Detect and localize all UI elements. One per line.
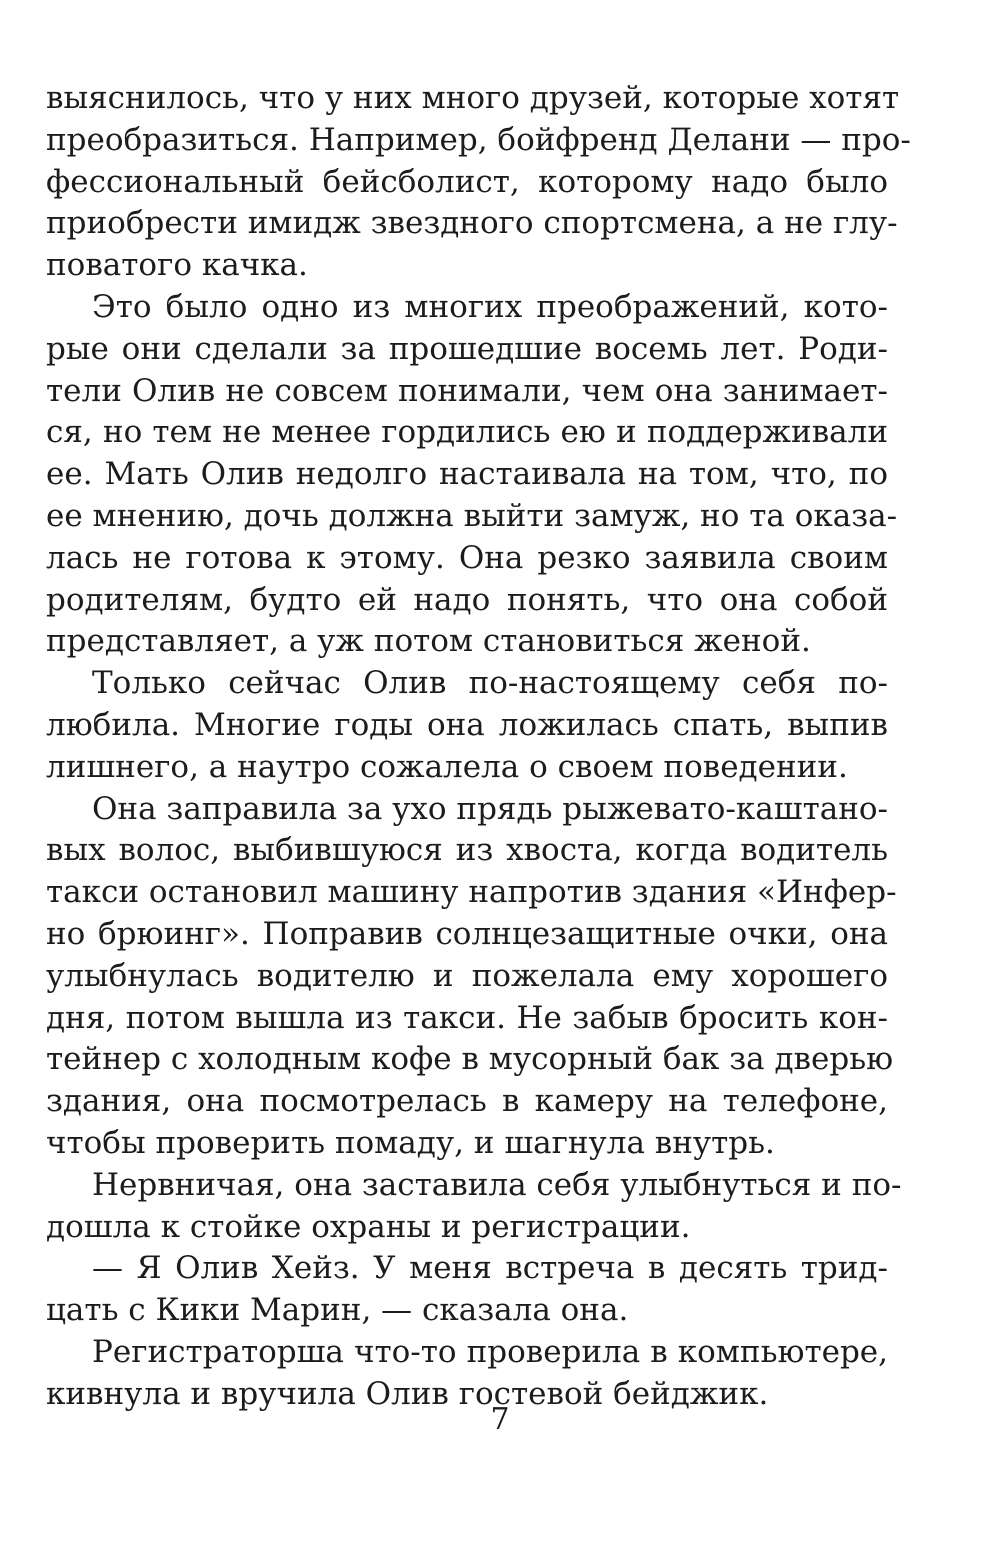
text-line: Нервничая, она заставила себя улыбнуться и по- <box>92 1166 902 1203</box>
text-line: здания, она посмотрелась в камеру на телефоне, <box>46 1083 888 1120</box>
text-line: дня, потом вышла из такси. Не забыв бросить кон- <box>46 999 888 1036</box>
text-line: кивнула и вручила Олив гостевой бейджик. <box>46 1375 769 1412</box>
text-line: такси остановил машину напротив здания «Инфер- <box>46 874 897 911</box>
text-line: — Я Олив Хейз. У меня встреча в десять трид- <box>92 1250 888 1287</box>
text-line: Регистраторша что-то проверила в компьютере, <box>92 1333 888 1370</box>
text-line: ся, но тем не менее гордились ею и поддерживали <box>46 414 888 451</box>
text-line: Это было одно из многих преображений, кото- <box>92 288 888 325</box>
text-line: рые они сделали за прошедшие восемь лет. Роди- <box>46 330 888 367</box>
paragraph <box>46 1165 902 1249</box>
paragraph <box>46 663 888 788</box>
page-number: 7 <box>490 1402 510 1437</box>
paragraph <box>46 789 897 1165</box>
paragraph <box>46 78 911 287</box>
text-line: родителям, будто ей надо понять, что она собой <box>46 581 888 618</box>
text-line: любила. Многие годы она ложилась спать, выпив <box>46 706 888 743</box>
text-line: но брюинг». Поправив солнцезащитные очки, она <box>46 915 888 952</box>
text-line: поватого качка. <box>46 247 308 284</box>
text-line: приобрести имидж звездного спортсмена, а не глу- <box>46 205 898 242</box>
text-line: Только сейчас Олив по-настоящему себя по- <box>92 665 888 702</box>
text-line: тели Олив не совсем понимали, чем она занимает- <box>46 372 888 409</box>
text-line: лишнего, а наутро сожалела о своем поведении. <box>46 748 848 785</box>
text-line: лась не готова к этому. Она резко заявила своим <box>46 539 888 576</box>
text-line: выяснилось, что у них много друзей, которые хотят <box>46 80 900 116</box>
text-line: дошла к стойке охраны и регистрации. <box>46 1208 691 1245</box>
text-line: цать с Кики Марин, — сказала она. <box>46 1292 629 1329</box>
paragraph <box>46 1248 888 1332</box>
text-line: ее. Мать Олив недолго настаивала на том, что, по <box>46 456 888 493</box>
text-line: преобразиться. Например, бойфренд Делани — про- <box>46 121 911 158</box>
paragraph <box>46 287 898 663</box>
text-line: тейнер с холодным кофе в мусорный бак за дверью <box>46 1041 894 1078</box>
page-text <box>46 78 911 1416</box>
text-line: вых волос, выбившуюся из хвоста, когда водитель <box>46 832 888 869</box>
text-line: чтобы проверить помаду, и шагнула внутрь. <box>46 1124 775 1161</box>
text-line: ее мнению, дочь должна выйти замуж, но та оказа- <box>46 497 898 534</box>
text-line: представляет, а уж потом становиться женой. <box>46 623 811 660</box>
text-line: Она заправила за ухо прядь рыжевато-каштано- <box>92 790 889 827</box>
text-line: фессиональный бейсболист, которому надо было <box>46 163 888 200</box>
text-line: улыбнулась водителю и пожелала ему хорошего <box>46 957 888 994</box>
